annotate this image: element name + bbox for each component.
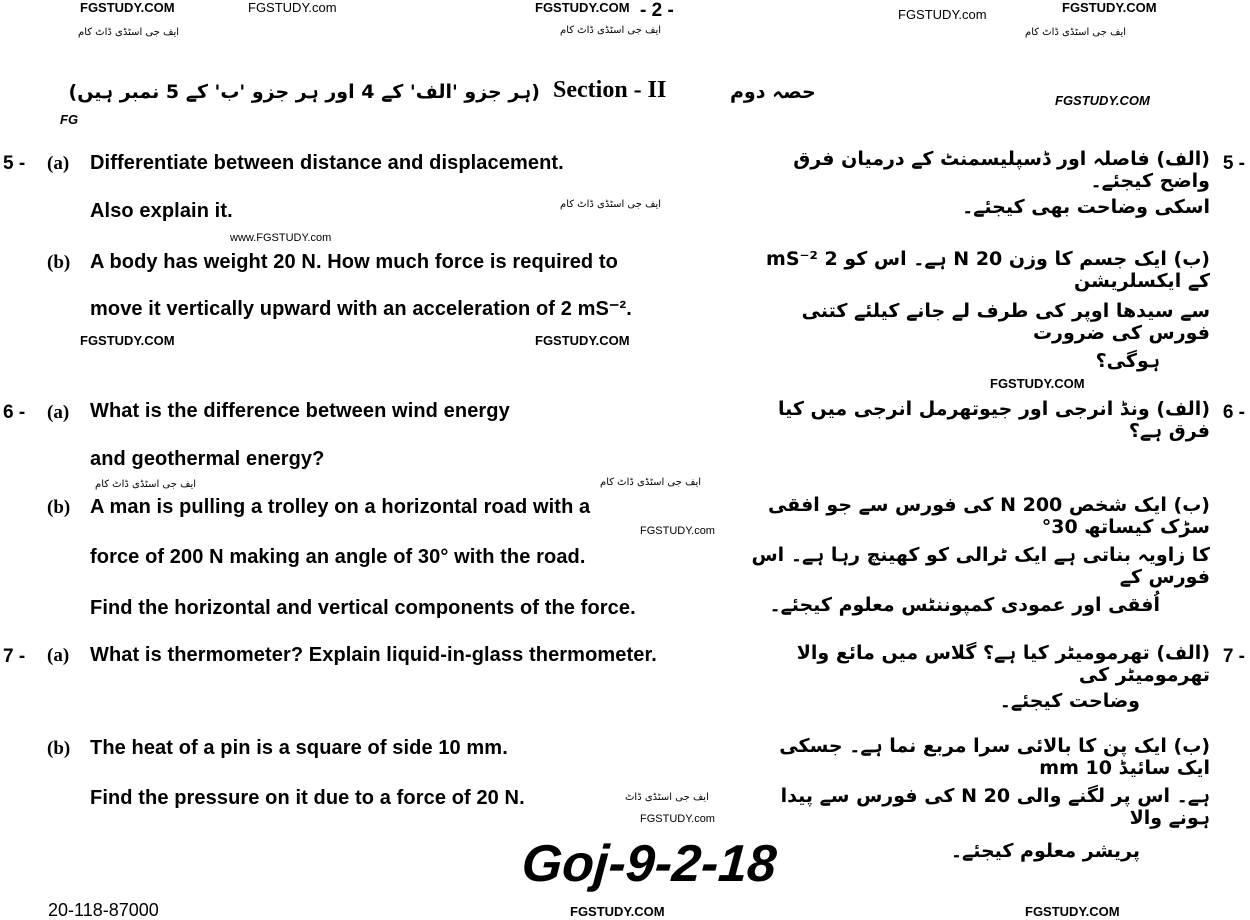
watermark-urdu: ایف جی اسٹڈی ڈاٹ کام — [78, 27, 180, 38]
question-text: A body has weight 20 N. How much force is required to — [90, 251, 618, 273]
question-text-urdu: وضاحت کیجئے۔ — [999, 690, 1140, 712]
question-text-urdu: ہے۔ اس پر لگنے والی 20 N کی فورس سے پیدا ہونے والا — [780, 785, 1210, 829]
section-title: Section - II — [553, 77, 667, 103]
question-number: 5 - — [3, 153, 26, 174]
question-text: Find the pressure on it due to a force of 20 N. — [90, 787, 525, 809]
question-text-urdu: اُفقی اور عمودی کمپوننٹس معلوم کیجئے۔ — [769, 594, 1160, 616]
watermark-urdu: ایف جی اسٹڈی ڈاٹ کام — [95, 479, 197, 490]
part-label: (b) — [47, 252, 71, 273]
question-text-urdu: کا زاویہ بناتی ہے ایک ٹرالی کو کھینچ رہا ہے۔ اس فورس کے — [751, 544, 1210, 588]
watermark: FGSTUDY.com — [898, 7, 987, 22]
question-text-urdu: ہوگی؟ — [1095, 350, 1160, 372]
part-label: (a) — [47, 153, 70, 174]
question-text-urdu: پریشر معلوم کیجئے۔ — [950, 840, 1140, 862]
marks-distribution: (ہر جزو 'الف' کے 4 اور ہر جزو 'ب' کے 5 نمبر ہیں) — [68, 81, 540, 103]
watermark: FGSTUDY.COM — [1025, 904, 1120, 919]
question-text: Differentiate between distance and displacement. — [90, 152, 564, 174]
question-text-urdu: (الف) فاصلہ اور ڈسپلیسمنٹ کے درمیان فرق واضح کیجئے۔ — [793, 148, 1210, 192]
page-number: - 2 - — [640, 0, 674, 21]
question-text-urdu: (ب) ایک جسم کا وزن 20 N ہے۔ اس کو 2 mS⁻² کے ایکسلریشن — [766, 248, 1210, 292]
question-text-urdu: (الف) تھرمومیٹر کیا ہے؟ گلاس میں مائع والا تھرمومیٹر کی — [796, 642, 1210, 686]
part-label: (a) — [47, 402, 70, 423]
watermark-urdu: ایف جی اسٹڈی ڈاٹ — [625, 792, 709, 803]
part-label: (b) — [47, 738, 71, 759]
question-text: What is thermometer? Explain liquid-in-glass thermometer. — [90, 644, 657, 666]
question-text-urdu: (الف) ونڈ انرجی اور جیوتھرمل انرجی میں کیا فرق ہے؟ — [777, 398, 1210, 442]
watermark-urdu: ایف جی اسٹڈی ڈاٹ کام — [1025, 27, 1127, 38]
watermark-urdu: ایف جی اسٹڈی ڈاٹ کام — [560, 25, 662, 36]
question-text-urdu: اسکی وضاحت بھی کیجئے۔ — [962, 196, 1210, 218]
question-number-urdu: 6 - — [1222, 402, 1245, 423]
watermark: FGSTUDY.COM — [570, 904, 665, 919]
footer-code: 20-118-87000 — [48, 900, 159, 920]
watermark-urdu: ایف جی اسٹڈی ڈاٹ کام — [600, 477, 702, 488]
question-text-urdu: سے سیدھا اوپر کی طرف لے جانے کیلئے کتنی فورس کی ضرورت — [801, 300, 1210, 344]
question-text: move it vertically upward with an acceleration of 2 mS⁻². — [90, 298, 632, 320]
question-text: What is the difference between wind energy — [90, 400, 510, 422]
question-number: 6 - — [3, 402, 26, 423]
part-label: (b) — [47, 497, 71, 518]
question-number-urdu: 7 - — [1222, 646, 1245, 667]
section-title-urdu: حصہ دوم — [730, 81, 816, 103]
question-text-urdu: (ب) ایک پن کا بالائی سرا مربع نما ہے۔ جسکی ایک سائیڈ 10 mm — [779, 735, 1210, 779]
question-number: 7 - — [3, 646, 26, 667]
watermark: FG — [60, 112, 79, 127]
question-text: Also explain it. — [90, 200, 233, 222]
watermark: FGSTUDY.com — [640, 525, 715, 537]
question-text: and geothermal energy? — [90, 448, 325, 470]
question-text: Find the horizontal and vertical components of the force. — [90, 597, 636, 619]
watermark: FGSTUDY.COM — [535, 0, 630, 15]
watermark: FGSTUDY.COM — [1062, 0, 1157, 15]
watermark: FGSTUDY.com — [640, 813, 715, 825]
question-text-urdu: (ب) ایک شخص 200 N کی فورس سے جو افقی سڑک کیساتھ 30° — [767, 494, 1210, 538]
question-number-urdu: 5 - — [1222, 153, 1245, 174]
question-text: force of 200 N making an angle of 30° with the road. — [90, 546, 586, 568]
handwritten-paper-code: Goj-9-2-18 — [519, 835, 779, 893]
question-text: A man is pulling a trolley on a horizontal road with a — [90, 496, 591, 518]
watermark: FGSTUDY.com — [248, 0, 337, 15]
watermark: FGSTUDY.COM — [80, 0, 175, 15]
question-text: The heat of a pin is a square of side 10 mm. — [90, 737, 508, 759]
watermark: FGSTUDY.COM — [1055, 93, 1150, 108]
watermark: FGSTUDY.COM — [535, 333, 630, 348]
part-label: (a) — [47, 645, 70, 666]
watermark: www.FGSTUDY.com — [230, 232, 332, 244]
watermark-urdu: ایف جی اسٹڈی ڈاٹ کام — [560, 199, 662, 210]
watermark: FGSTUDY.COM — [80, 333, 175, 348]
watermark: FGSTUDY.COM — [990, 376, 1085, 391]
